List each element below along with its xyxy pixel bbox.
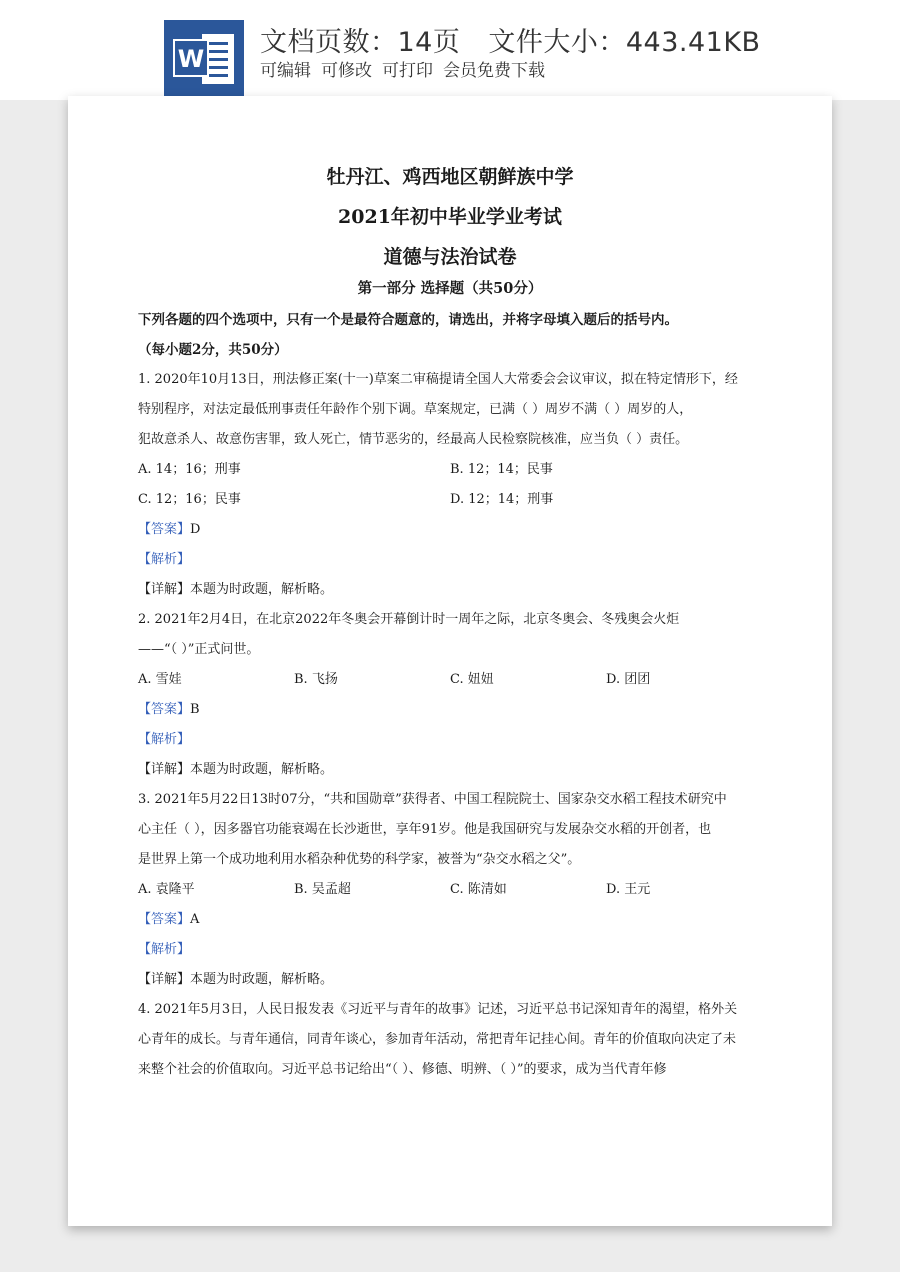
doc-title-exam: 2021年初中毕业学业考试 xyxy=(338,206,562,228)
q1-option-c: C. 12；16；民事 xyxy=(138,492,241,507)
q2-option-d: D. 团团 xyxy=(606,672,651,687)
q3-option-b: B. 吴孟超 xyxy=(294,882,351,897)
feature-printable: 可打印 xyxy=(382,61,433,81)
detail-text: 本题为时政题，解析略。 xyxy=(190,972,334,987)
q3-analysis-tag: 【解析】 xyxy=(138,942,191,957)
detail-tag: 【详解】 xyxy=(138,972,191,987)
feature-modifiable: 可修改 xyxy=(321,61,372,81)
answer-tag: 【答案】 xyxy=(138,702,191,717)
q1-detail xyxy=(138,581,333,599)
section-heading: 第一部分 选择题（共50分） xyxy=(357,280,543,297)
detail-text: 本题为时政题，解析略。 xyxy=(190,582,334,597)
q4-line: 心青年的成长。与青年通信，同青年谈心，参加青年活动，常把青年记挂心间。青年的价值取向决定了未 xyxy=(138,1032,737,1047)
q1-option-d: D. 12；14；刑事 xyxy=(450,492,554,507)
feature-editable: 可编辑 xyxy=(260,61,311,81)
q3-line: 是世界上第一个成功地利用水稻杂种优势的科学家，被誉为“杂交水稻之父”。 xyxy=(138,852,581,867)
q2-analysis-tag: 【解析】 xyxy=(138,732,191,747)
q3-answer xyxy=(138,911,199,929)
answer-value: A xyxy=(190,912,200,927)
q1-analysis-tag: 【解析】 xyxy=(138,552,191,567)
q1-option-b: B. 12；14；民事 xyxy=(450,462,553,477)
word-doc-icon xyxy=(164,20,244,96)
q1-option-a: A. 14；16；刑事 xyxy=(138,462,241,477)
doc-title-subject: 道德与法治试卷 xyxy=(383,246,517,268)
detail-tag: 【详解】 xyxy=(138,582,191,597)
q2-detail xyxy=(138,761,333,779)
instruction-scoring: （每小题2分，共50分） xyxy=(138,342,288,358)
document-page xyxy=(68,96,832,1226)
q2-answer xyxy=(138,701,200,719)
instruction-line: 下列各题的四个选项中，只有一个是最符合题意的，请选出，并将字母填入题后的括号内。 xyxy=(138,312,678,328)
answer-tag: 【答案】 xyxy=(138,912,191,927)
q3-option-a: A. 袁隆平 xyxy=(138,882,195,897)
file-info xyxy=(260,20,761,59)
q2-line: 2. 2021年2月4日，在北京2022年冬奥会开幕倒计时一周年之际，北京冬奥会、冬残奥会火炬 xyxy=(138,612,680,627)
q2-line: ——“（ ）”正式问世。 xyxy=(138,642,260,657)
file-size: 文件大小：443.41KB xyxy=(488,27,761,58)
q1-line: 1. 2020年10月13日，刑法修正案(十一)草案二审稿提请全国人大常委会会议审议，拟在特定情形下，经 xyxy=(138,372,738,387)
answer-value: B xyxy=(190,702,200,717)
q2-option-a: A. 雪娃 xyxy=(138,672,182,687)
detail-tag: 【详解】 xyxy=(138,762,191,777)
q3-line: 3. 2021年5月22日13时07分，“共和国勋章”获得者、中国工程院院士、国家杂交水稻工程技术研究中 xyxy=(138,792,727,807)
feature-member-download: 会员免费下载 xyxy=(443,61,545,81)
answer-tag: 【答案】 xyxy=(138,522,191,537)
q4-line: 来整个社会的价值取向。习近平总书记给出“（ ）、修德、明辨、（ ）”的要求，成为当代青年修 xyxy=(138,1062,667,1077)
svg-text:W: W xyxy=(177,45,205,73)
q2-option-b: B. 飞扬 xyxy=(294,672,338,687)
q2-option-c: C. 妞妞 xyxy=(450,672,494,687)
answer-value: D xyxy=(190,522,201,537)
q3-detail xyxy=(138,971,333,989)
q1-line: 特别程序，对法定最低刑事责任年龄作个别下调。草案规定，已满（ ）周岁不满（ ）周岁的人， xyxy=(138,402,693,417)
q3-line: 心主任（ ），因多器官功能衰竭在长沙逝世，享年91岁。他是我国研究与发展杂交水稻的开创者，也 xyxy=(138,822,712,837)
q4-line: 4. 2021年5月3日，人民日报发表《习近平与青年的故事》记述，习近平总书记深知青年的渴望，格外关 xyxy=(138,1002,738,1017)
q1-line: 犯故意杀人、故意伤害罪，致人死亡，情节恶劣的，经最高人民检察院核准，应当负（ ）责任。 xyxy=(138,432,689,447)
page-count: 文档页数：14页 xyxy=(260,27,461,58)
q3-option-d: D. 王元 xyxy=(606,882,651,897)
q1-answer xyxy=(138,521,200,539)
download-banner xyxy=(0,0,900,100)
feature-list xyxy=(260,56,545,81)
doc-title-school: 牡丹江、鸡西地区朝鲜族中学 xyxy=(326,166,574,188)
q3-option-c: C. 陈清如 xyxy=(450,882,507,897)
detail-text: 本题为时政题，解析略。 xyxy=(190,762,334,777)
